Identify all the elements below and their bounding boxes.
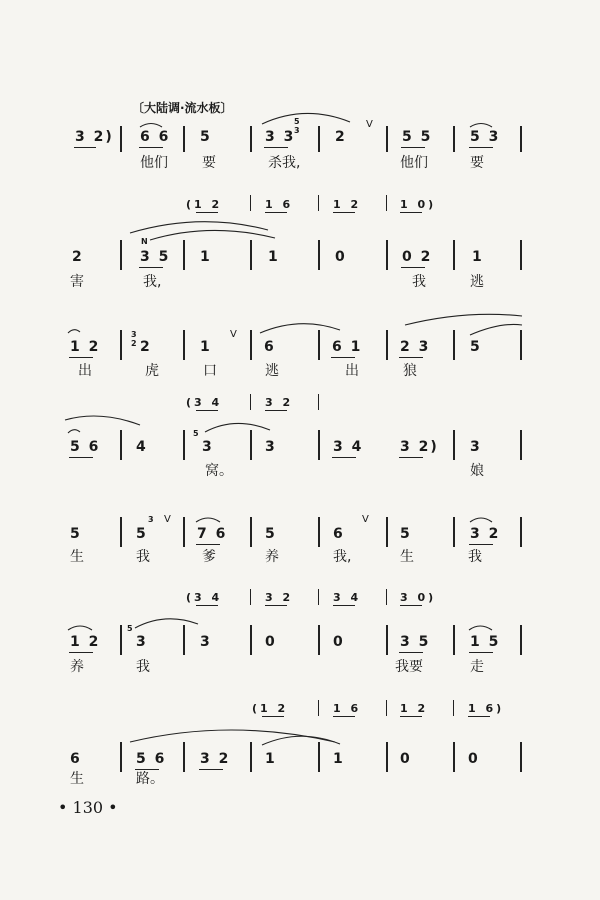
lyric: 生 [70, 549, 84, 565]
grace-note: 5 [193, 429, 199, 438]
lyric: 爹 [202, 549, 216, 565]
note: 6 1 [332, 339, 363, 355]
slur [150, 230, 275, 240]
note: 3 [200, 634, 212, 650]
intro-note: 1 6) [468, 702, 505, 715]
intro-note: (3 4 [186, 591, 223, 604]
note: 0 [265, 634, 277, 650]
lyric: 生 [400, 549, 414, 565]
intro-note: 3 0) [400, 591, 437, 604]
grace-note: N [141, 237, 148, 246]
note: 6 [70, 751, 82, 767]
breath-mark: V [164, 514, 171, 525]
lyric: 窝。 [205, 463, 233, 479]
lyric: 走 [470, 659, 484, 675]
lyric: 我 [412, 274, 426, 290]
lyric: 他们 [140, 155, 168, 171]
grace-note: 2 [131, 339, 137, 348]
slur [470, 324, 522, 335]
note: 5 [470, 339, 482, 355]
lyric: 口 [203, 363, 217, 379]
lyric: 虎 [145, 363, 159, 379]
slur [470, 124, 492, 128]
note: 4 [136, 439, 148, 455]
slur [140, 124, 162, 128]
note: 1 [268, 249, 280, 265]
intro-note: 1 6 [265, 198, 294, 211]
note: 3 [470, 439, 482, 455]
note: 5 6 [70, 439, 101, 455]
lyric: 养 [265, 549, 279, 565]
note: 3 2) [400, 439, 439, 455]
note: 5 5 [402, 129, 433, 145]
note: 6 6 [140, 129, 171, 145]
slur [205, 423, 270, 432]
lyric: 要 [470, 155, 484, 171]
lyric: 娘 [470, 463, 484, 479]
slur [68, 626, 92, 630]
grace-note: 3 [148, 515, 154, 524]
note: 0 [400, 751, 412, 767]
lyric: 路。 [136, 771, 164, 787]
lyric: 我, [333, 549, 352, 565]
note: 1 2 [70, 634, 101, 650]
note: 5 [265, 526, 277, 542]
tempo-label: 〔大陆调·流水板〕 [132, 101, 233, 115]
note: 3 4 [333, 439, 364, 455]
note: 3 2) [75, 129, 114, 145]
note: 3 [136, 634, 148, 650]
grace-note: 5 [127, 624, 133, 633]
lyric: 生 [70, 771, 84, 787]
note: 5 3 [470, 129, 501, 145]
slur [260, 324, 340, 333]
note: 7 6 [197, 526, 228, 542]
note: 0 [335, 249, 347, 265]
lyric: 我 [136, 549, 150, 565]
page-number: • 130 • [58, 798, 118, 817]
note: 0 2 [402, 249, 433, 265]
note: 2 [140, 339, 152, 355]
grace-note: 3 [294, 126, 300, 135]
note: 3 5 [140, 249, 171, 265]
note: 1 [200, 339, 212, 355]
intro-note: 1 2 [400, 702, 429, 715]
lyric: 逃 [470, 274, 484, 290]
lyric: 我, [143, 274, 162, 290]
note: 3 [202, 439, 214, 455]
breath-mark: V [366, 119, 373, 130]
note: 3 3 [265, 129, 296, 145]
lyric: 我 [136, 659, 150, 675]
slur [470, 518, 492, 522]
note: 3 [265, 439, 277, 455]
note: 1 [472, 249, 484, 265]
note: 5 6 [136, 751, 167, 767]
note: 6 [264, 339, 276, 355]
note: 6 [333, 526, 345, 542]
lyric: 养 [70, 659, 84, 675]
note: 2 [335, 129, 347, 145]
grace-note: 3 [131, 330, 137, 339]
note: 1 5 [470, 634, 501, 650]
intro-note: 3 2 [265, 396, 294, 409]
slur [68, 430, 80, 433]
slur [262, 113, 350, 124]
note: 5 [200, 129, 212, 145]
slur [68, 330, 80, 333]
intro-note: 1 0) [400, 198, 437, 211]
note: 2 3 [400, 339, 431, 355]
intro-note: 3 4 [333, 591, 362, 604]
slur [196, 518, 220, 522]
note: 1 [200, 249, 212, 265]
note: 5 [400, 526, 412, 542]
lyric: 杀我, [268, 155, 301, 171]
lyric: 出 [345, 363, 359, 379]
slur [135, 619, 198, 628]
note: 0 [333, 634, 345, 650]
lyric: 我要 [395, 659, 423, 675]
slur [65, 416, 140, 425]
lyric: 要 [202, 155, 216, 171]
note: 1 [333, 751, 345, 767]
note: 3 5 [400, 634, 431, 650]
note: 1 [265, 751, 277, 767]
lyric: 我 [468, 549, 482, 565]
lyric: 狼 [403, 363, 417, 379]
slur [469, 626, 492, 630]
note: 1 2 [70, 339, 101, 355]
note: 0 [468, 751, 480, 767]
note: 3 2 [470, 526, 501, 542]
note: 5 [70, 526, 82, 542]
intro-note: 1 6 [333, 702, 362, 715]
note: 3 2 [200, 751, 231, 767]
lyric: 逃 [265, 363, 279, 379]
intro-note: (1 2 [252, 702, 289, 715]
note: 5 [136, 526, 148, 542]
note: 2 [72, 249, 84, 265]
grace-note: 5 [294, 117, 300, 126]
breath-mark: V [362, 514, 369, 525]
lyric: 出 [78, 363, 92, 379]
lyric: 他们 [400, 155, 428, 171]
intro-note: (3 4 [186, 396, 223, 409]
intro-note: 1 2 [333, 198, 362, 211]
breath-mark: V [230, 329, 237, 340]
intro-note: (1 2 [186, 198, 223, 211]
lyric: 害 [70, 274, 84, 290]
intro-note: 3 2 [265, 591, 294, 604]
slur [405, 314, 522, 325]
